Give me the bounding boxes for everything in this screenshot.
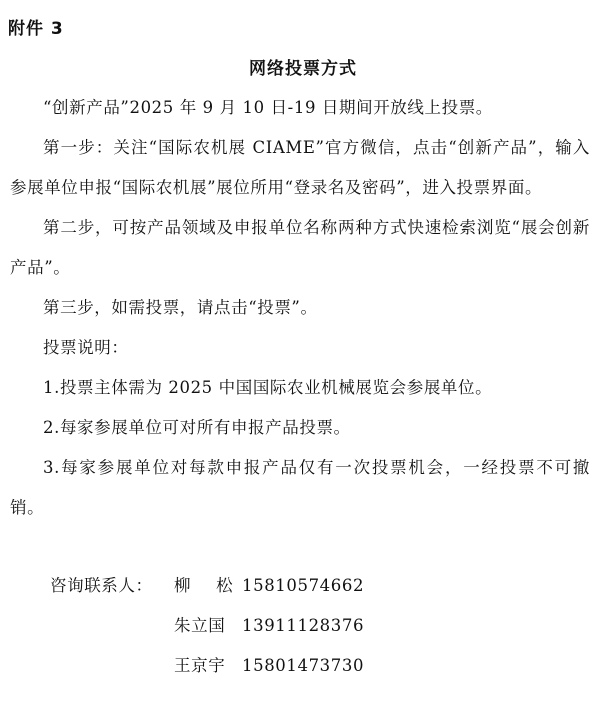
contact-phone: 15810574662 <box>242 576 365 595</box>
contact-phone: 15801473730 <box>242 656 365 675</box>
contact-row <box>50 646 364 686</box>
contact-label-spacer <box>50 646 174 686</box>
contact-label-spacer <box>50 606 174 646</box>
paragraph-step-three: 第三步，如需投票，请点击“投票”。 <box>43 298 318 317</box>
paragraph-voting-period: “创新产品”2025 年 9 月 10 日-19 日期间开放线上投票。 <box>43 98 493 117</box>
attachment-label: 附件 3 <box>8 19 64 39</box>
contact-name: 王京宇 <box>174 656 226 675</box>
contact-name: 朱立国 <box>174 616 226 635</box>
contact-list <box>50 566 364 686</box>
paragraph-note-three: 3.每家参展单位对每款申报产品仅有一次投票机会，一经投票不可撤销。 <box>10 458 590 517</box>
paragraph-note-two: 2.每家参展单位可对所有申报产品投票。 <box>43 418 351 437</box>
contact-row <box>50 606 364 646</box>
paragraph-step-one: 第一步：关注“国际农机展 CIAME”官方微信，点击“创新产品”，输入参展单位申报“国际农机展”展位所用“登录名及密码”，进入投票界面。 <box>10 138 590 197</box>
contact-label: 咨询联系人： <box>50 576 153 595</box>
paragraph-step-two: 第二步，可按产品领域及申报单位名称两种方式快速检索浏览“展会创新产品”。 <box>10 218 590 277</box>
document-title: 网络投票方式 <box>249 59 357 79</box>
paragraph-note-one: 1.投票主体需为 2025 中国国际农业机械展览会参展单位。 <box>43 378 493 397</box>
paragraph-voting-notes-heading: 投票说明： <box>43 338 129 357</box>
contact-name: 柳松 <box>174 576 259 595</box>
contact-phone: 13911128376 <box>242 616 365 635</box>
document-body <box>10 88 590 528</box>
contact-row <box>50 566 364 606</box>
